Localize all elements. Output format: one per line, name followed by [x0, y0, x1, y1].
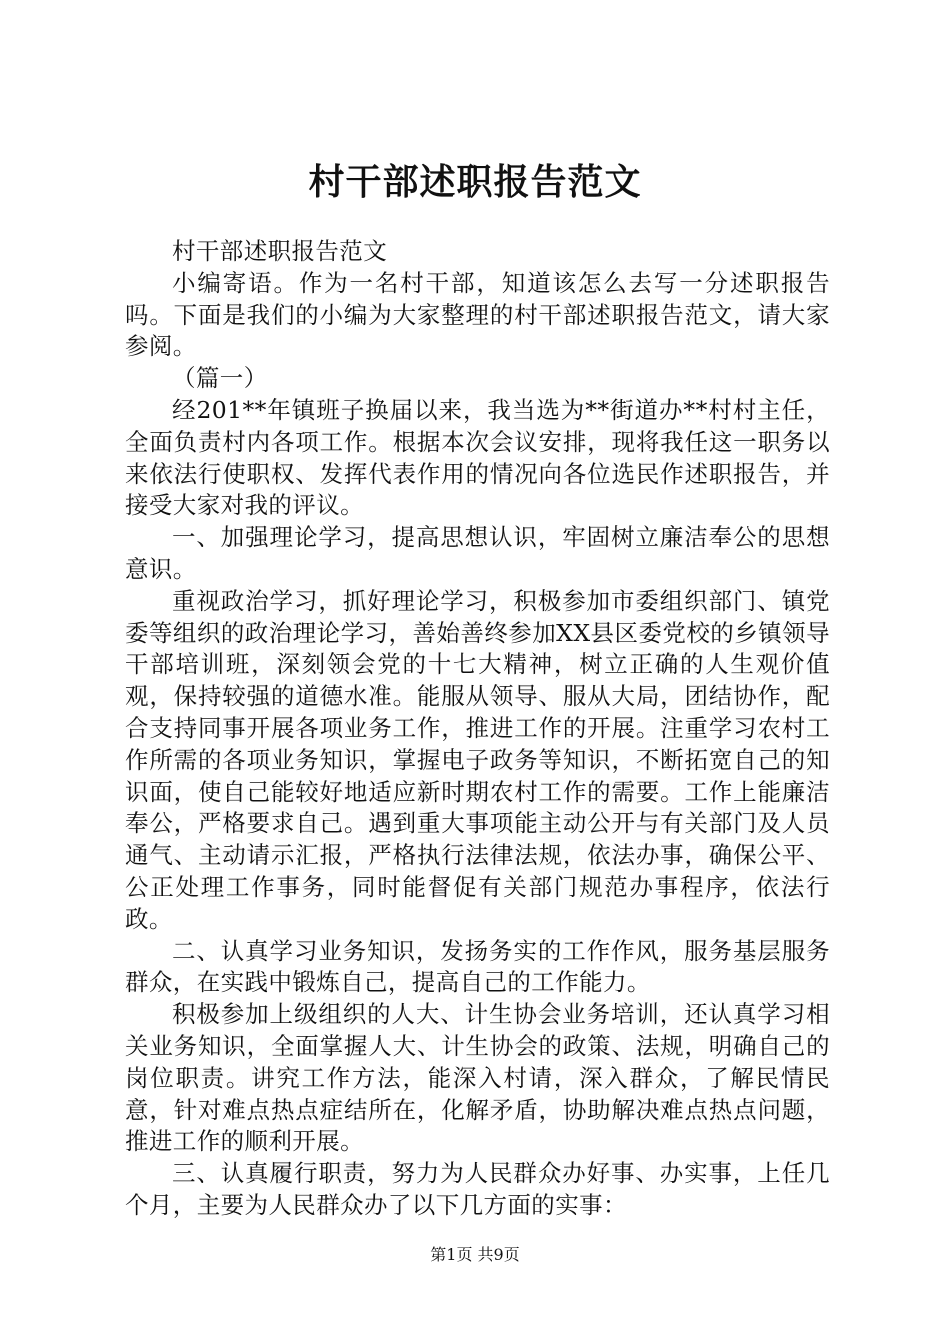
page-footer: 第1页 共9页 [430, 1245, 520, 1264]
paragraph-heading-1: 一、加强理论学习，提高思想认识，牢固树立廉洁奉公的思想意识。 [125, 523, 830, 583]
paragraph-section-label: （篇一） [172, 364, 268, 393]
document-title: 村干部述职报告范文 [308, 161, 642, 203]
paragraph-intro: 经201**年镇班子换届以来，我当选为**街道办**村村主任，全面负责村内各项工作。根据本次会议安排，现将我任这一职务以来依法行使职权、发挥代表作用的情况向各位选民作述职报告，并接受大家对我的评议。 [125, 395, 830, 520]
paragraph-subtitle: 村干部述职报告范文 [172, 237, 388, 265]
document-body [125, 236, 830, 1222]
paragraph-editor-note: 小编寄语。作为一名村干部，知道该怎么去写一分述职报告吗。下面是我们的小编为大家整理的村干部述职报告范文，请大家参阅。 [125, 268, 830, 361]
paragraph-heading-3: 三、认真履行职责，努力为人民群众办好事、办实事，上任几个月，主要为人民群众办了以下几方面的实事： [125, 1159, 830, 1219]
paragraph-heading-2: 二、认真学习业务知识，发扬务实的工作作风，服务基层服务群众，在实践中锻炼自己，提高自己的工作能力。 [125, 936, 830, 997]
paragraph-body-2: 积极参加上级组织的人大、计生协会业务培训，还认真学习相关业务知识，全面掌握人大、计生协会的政策、法规，明确自己的岗位职责。讲究工作方法，能深入村请，深入群众，了解民情民意，针对难点热点症结所在，化解矛盾，协助解决难点热点问题，推进工作的顺利开展。 [125, 1000, 830, 1156]
paragraph-body-1: 重视政治学习，抓好理论学习，积极参加市委组织部门、镇党委等组织的政治理论学习，善始善终参加XX县区委党校的乡镇领导干部培训班，深刻领会党的十七大精神，树立正确的人生观价值观，保持较强的道德水准。能服从领导、服从大局，团结协作，配合支持同事开展各项业务工作，推进工作的开展。注重学习农村工作所需的各项业务知识，掌握电子政务等知识，不断拓宽自己的知识面，使自己能较好地适应新时期农村工作的需要。工作上能廉洁奉公，严格要求自己。遇到重大事项能主动公开与有关部门及人员通气、主动请示汇报，严格执行法律法规，依法办事，确保公平、公正处理工作事务，同时能督促有关部门规范办事程序，依法行政。 [125, 586, 830, 933]
